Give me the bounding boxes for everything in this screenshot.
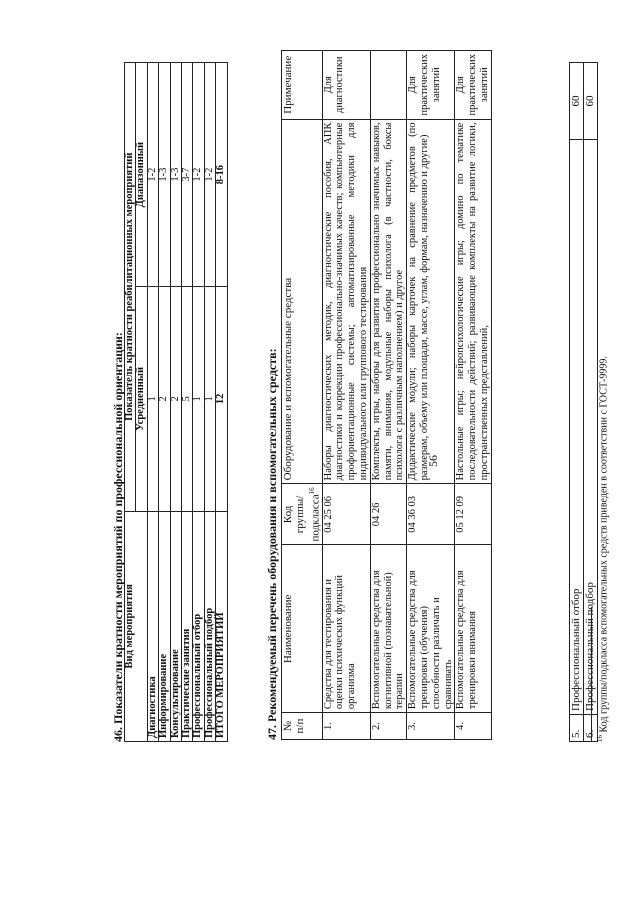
- header-note: Примечание: [282, 51, 323, 120]
- table-row: [193, 63, 204, 742]
- row-note: Для диагностики: [322, 51, 370, 120]
- table-row: [455, 51, 491, 740]
- row-avg: 5: [182, 287, 193, 511]
- total-range: 8-16: [216, 63, 227, 287]
- section-46-heading: 46. Показатели кратности мероприятий по профессиональной ориентации:: [111, 332, 125, 742]
- row-range: 1-3: [170, 63, 181, 287]
- footnote-mark: 16: [308, 487, 316, 495]
- row-name: Профессиональный отбор: [570, 140, 584, 715]
- row-avg: 2: [159, 287, 170, 511]
- row-range: 3-7: [182, 63, 193, 287]
- row-value: 60: [584, 63, 598, 140]
- row-note: [370, 51, 406, 120]
- row-kind: Практические занятия: [182, 511, 193, 741]
- footnote-text: Код группы/подкласса вспомогательных средств приведен в соответствии с ГОСТ-9999.: [598, 356, 610, 733]
- frequency-table: [124, 62, 228, 742]
- header-kind: Вид мероприятия: [125, 511, 148, 741]
- table-header-row: [282, 51, 323, 740]
- header-code-line2: подкласса: [309, 494, 322, 542]
- row-code: 04 25 06: [322, 484, 370, 545]
- row-range: 1-2: [204, 63, 215, 287]
- row-name: Средства для тестирования и оценки психических функций организма: [322, 545, 370, 713]
- table-row: [159, 63, 170, 742]
- equipment-table: [281, 50, 492, 740]
- row-code: 04 26: [370, 484, 406, 545]
- row-avg: 1: [193, 287, 204, 511]
- row-code: 04 36 03: [407, 484, 455, 545]
- row-range: 1-2: [193, 63, 204, 287]
- header-num: [282, 713, 323, 740]
- row-equipment: Настольные игры; нейропсихологические игры; домино по тематике последовательности действий; развивающие комплекты на развитие логики, пространственных представлений,: [455, 119, 491, 484]
- total-avg: 12: [216, 287, 227, 511]
- row-kind: Профессиональный отбор: [193, 511, 204, 741]
- row-code: 05 12 09: [455, 484, 491, 545]
- table-row: [182, 63, 193, 742]
- table-header-row: [125, 63, 136, 742]
- table-row: [170, 63, 181, 742]
- row-range: 1-2: [147, 63, 158, 287]
- header-code-line1: Код группы/: [282, 495, 306, 534]
- table-row: [407, 51, 455, 740]
- section-47-heading: 47. Рекомендуемый перечень оборудования и вспомогательных средств:: [265, 348, 279, 740]
- table-row: [570, 63, 584, 742]
- row-avg: 1: [147, 287, 158, 511]
- row-number: 6.: [584, 715, 598, 742]
- row-num: 1.: [322, 713, 370, 740]
- header-avg: Усредненный: [136, 287, 147, 511]
- row-name: Вспомогательные средства для когнитивной (познавательной) терапии: [370, 545, 406, 713]
- table-row: [322, 51, 370, 740]
- header-range: Диапазонный: [136, 63, 147, 287]
- total-kind: ИТОГО МЕРОПРИЯТИЙ: [216, 511, 227, 741]
- row-equipment: Наборы диагностических методик, диагностические пособия, АПК диагностики и коррекции профессионально-значимых качеств; компьютерные профориентационные системы; автоматизированные методики для индивидуального или группового тестирования: [322, 119, 370, 484]
- row-kind: Информирование: [159, 511, 170, 741]
- header-num-line1: №: [282, 720, 294, 732]
- footnote-divider: [591, 607, 592, 742]
- row-name: Вспомогательные средства для тренировки (обучения) способности различать и сравнивать: [407, 545, 455, 713]
- row-num: 2.: [370, 713, 406, 740]
- row-number: 5.: [570, 715, 584, 742]
- row-name: Вспомогательные средства для тренировки внимания: [455, 545, 491, 713]
- header-equipment: Оборудование и вспомогательные средства: [282, 119, 323, 484]
- continued-table: [569, 62, 598, 742]
- header-num-line2: п/п: [294, 718, 306, 734]
- row-num: 3.: [407, 713, 455, 740]
- footnote-number: 16: [596, 735, 604, 742]
- row-note: Для практических занятий: [455, 51, 491, 120]
- row-kind: Диагностика: [147, 511, 158, 741]
- row-note: Для практических занятий: [407, 51, 455, 120]
- header-group: Показатель кратности реабилитационных мероприятий: [125, 63, 136, 512]
- table-total-row: [216, 63, 227, 742]
- row-avg: 1: [204, 287, 215, 511]
- table-row: [370, 51, 406, 740]
- row-kind: Консультирование: [170, 511, 181, 741]
- row-equipment: Дидактические модули; наборы карточек на сравнение предметов (по размерам, объему или площади, массе, углам, формам, назначению и другие): [407, 119, 455, 484]
- footnote: [596, 356, 609, 742]
- row-kind: Профессиональный подбор: [204, 511, 215, 741]
- page-number: 56: [426, 455, 440, 467]
- header-name: Наименование: [282, 545, 323, 713]
- row-name: Профессиональный подбор: [584, 140, 598, 715]
- header-code: [282, 484, 323, 545]
- row-value: 60: [570, 63, 584, 140]
- row-equipment: Комплекты, игры, наборы для развития профессионально значимых навыков, памяти, внимания, модульные наборы психолога (в частности, боксы психолога с различным наполнением) и другое: [370, 119, 406, 484]
- row-range: 1-3: [159, 63, 170, 287]
- table-row: [147, 63, 158, 742]
- row-num: 4.: [455, 713, 491, 740]
- row-avg: 2: [170, 287, 181, 511]
